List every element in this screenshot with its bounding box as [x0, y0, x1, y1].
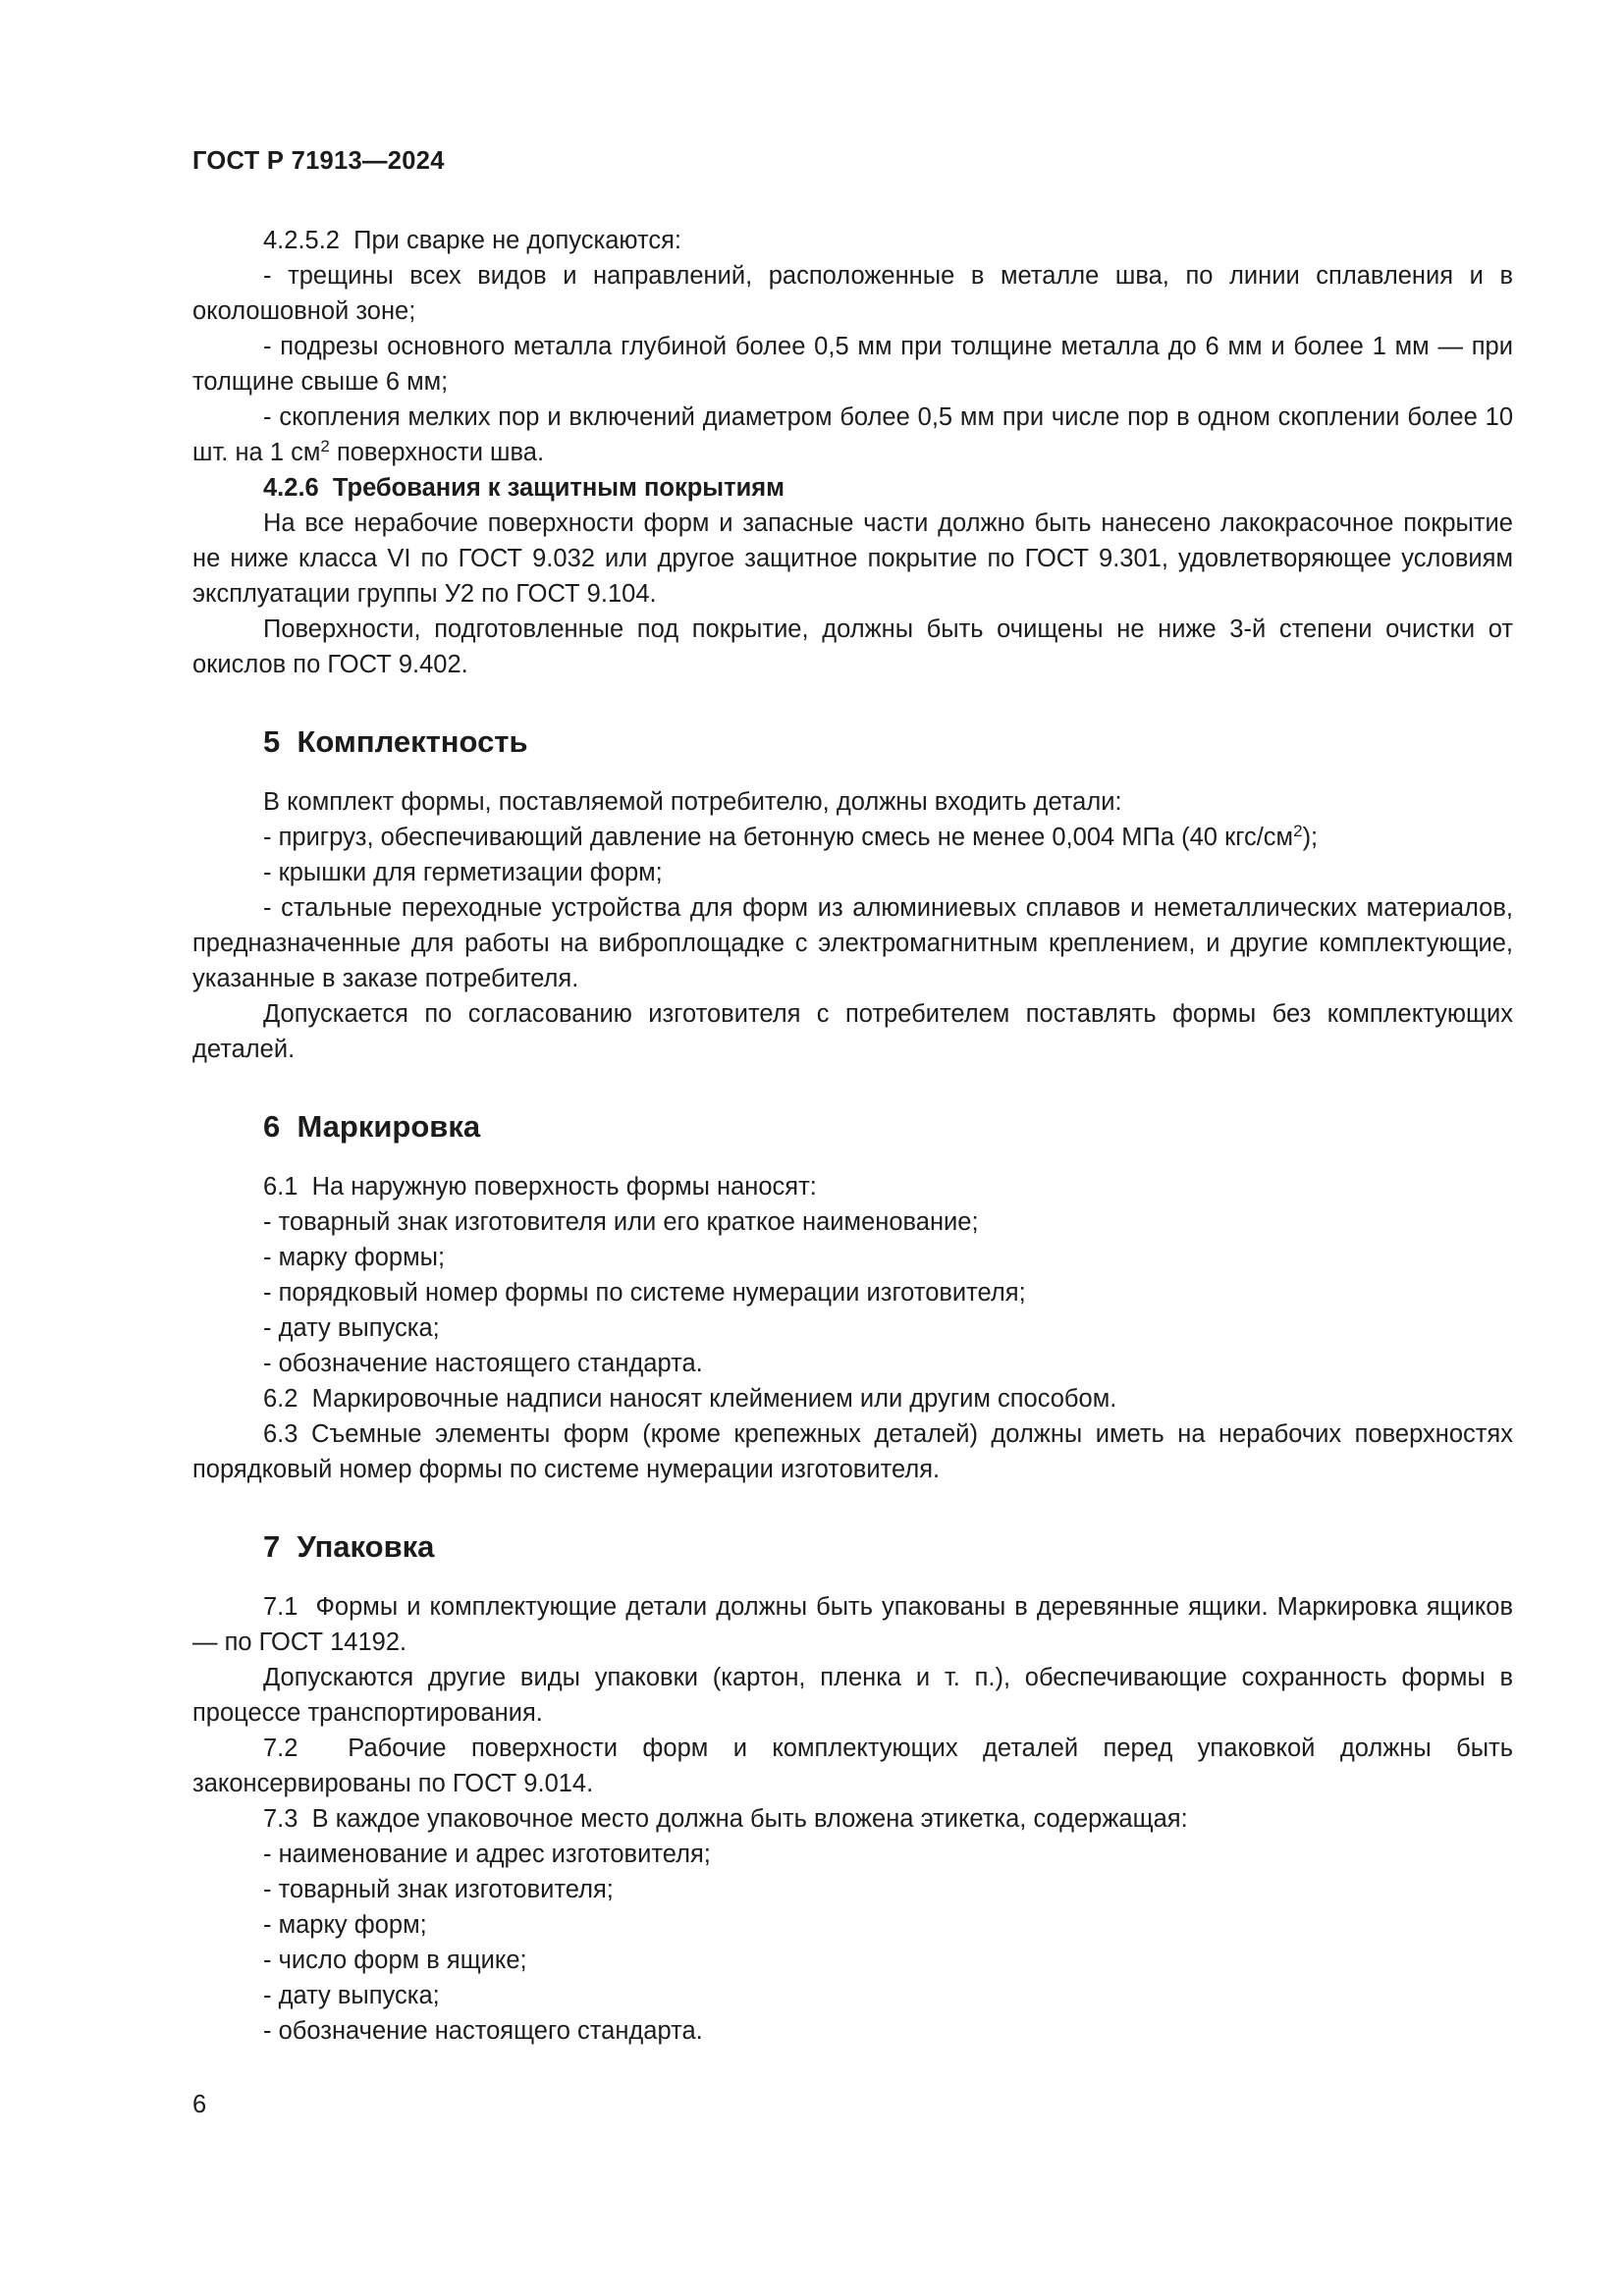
section-heading-7: 7 Упаковка — [263, 1529, 435, 1564]
list-item: - товарный знак изготовителя или его краткое наименование; — [263, 1208, 979, 1236]
list-item: - марку формы; — [263, 1244, 446, 1271]
list-item: - обозначение настоящего стандарта. — [263, 1350, 703, 1377]
list-item: - товарный знак изготовителя; — [263, 1876, 614, 1903]
document-code-header: ГОСТ Р 71913—2024 — [192, 147, 445, 175]
list-item: - пригруз, обеспечивающий давление на бетонную смесь не менее 0,004 МПа (40 кгс/$см^2$); — [263, 822, 1319, 851]
clause-text: При сварке не допускаются: — [353, 227, 682, 254]
list-item: - число форм в ящике; — [263, 1947, 527, 1974]
paragraph: Допускаются другие виды упаковки (картон, пленка и т. п.), обеспечивающие сохранность формы в процессе транспортирования. — [192, 1664, 1513, 1727]
superscript: 2 — [1293, 822, 1303, 840]
section-heading-5: 5 Комплектность — [263, 724, 528, 759]
clause-6-1: 6.1 На наружную поверхность формы наносят: — [263, 1173, 817, 1201]
list-item: - дату выпуска; — [263, 1982, 440, 2009]
paragraph: В комплект формы, поставляемой потребителю, должны входить детали: — [263, 788, 1122, 816]
clause-4-2-5-2 — [192, 223, 1513, 258]
superscript: 2 — [320, 437, 330, 455]
list-item: - обозначение настоящего стандарта. — [263, 2017, 703, 2045]
list-item: - трещины всех видов и направлений, расположенные в металле шва, по линии сплавления и в околошовной зоне; — [192, 262, 1513, 325]
clause-6-2: 6.2 Маркировочные надписи наносят клеймением или другим способом. — [263, 1385, 1117, 1413]
clause-7-2: 7.2 Рабочие поверхности форм и комплектующих деталей перед упаковкой должны быть законсервированы по ГОСТ 9.014. — [192, 1735, 1513, 1797]
paragraph: Поверхности, подготовленные под покрытие, должны быть очищены не ниже 3-й степени очистки от окислов по ГОСТ 9.402. — [192, 615, 1513, 678]
page-body — [192, 223, 1513, 2049]
list-item: - подрезы основного металла глубиной более 0,5 мм при толщине металла до 6 мм и более 1 мм — при толщине свыше 6 мм; — [192, 333, 1513, 396]
list-item: - дату выпуска; — [263, 1314, 440, 1342]
section-heading-6: 6 Маркировка — [263, 1109, 481, 1144]
subsection-heading-4-2-6: 4.2.6 Требования к защитным покрытиям — [263, 474, 785, 502]
list-item: - крышки для герметизации форм; — [263, 859, 663, 886]
list-item: - скопления мелких пор и включений диаметром более 0,5 мм при числе пор в одном скоплении более 10 шт. на 1 $см^2$ поверхности шва. — [192, 403, 1513, 466]
clause-7-1: 7.1 Формы и комплектующие детали должны быть упакованы в деревянные ящики. Маркировка ящиков — по ГОСТ 14192. — [192, 1593, 1513, 1656]
clause-7-3: 7.3 В каждое упаковочное место должна быть вложена этикетка, содержащая: — [263, 1805, 1188, 1833]
list-item: - марку форм; — [263, 1911, 427, 1939]
clause-number: 4.2.5.2 — [263, 227, 340, 254]
page-number: 6 — [192, 2091, 207, 2118]
paragraph: На все нерабочие поверхности форм и запасные части должно быть нанесено лакокрасочное покрытие не ниже класса VI по ГОСТ 9.032 или другое защитное покрытие по ГОСТ 9.301, удовлетворяющее условиям эксплуатации группы У2 по ГОСТ 9.104. — [192, 509, 1513, 608]
list-item: - наименование и адрес изготовителя; — [263, 1841, 711, 1868]
clause-6-3: 6.3 Съемные элементы форм (кроме крепежных деталей) должны иметь на нерабочих поверхностях порядковый номер формы по системе нумерации изготовителя. — [192, 1420, 1513, 1483]
paragraph: Допускается по согласованию изготовителя с потребителем поставлять формы без комплектующих деталей. — [192, 1000, 1513, 1063]
list-item: - стальные переходные устройства для форм из алюминиевых сплавов и неметаллических материалов, предназначенные для работы на виброплощадке с электромагнитным креплением, и другие комплектующие, указанные в заказе потребителя. — [192, 894, 1513, 992]
list-item: - порядковый номер формы по системе нумерации изготовителя; — [263, 1279, 1026, 1307]
